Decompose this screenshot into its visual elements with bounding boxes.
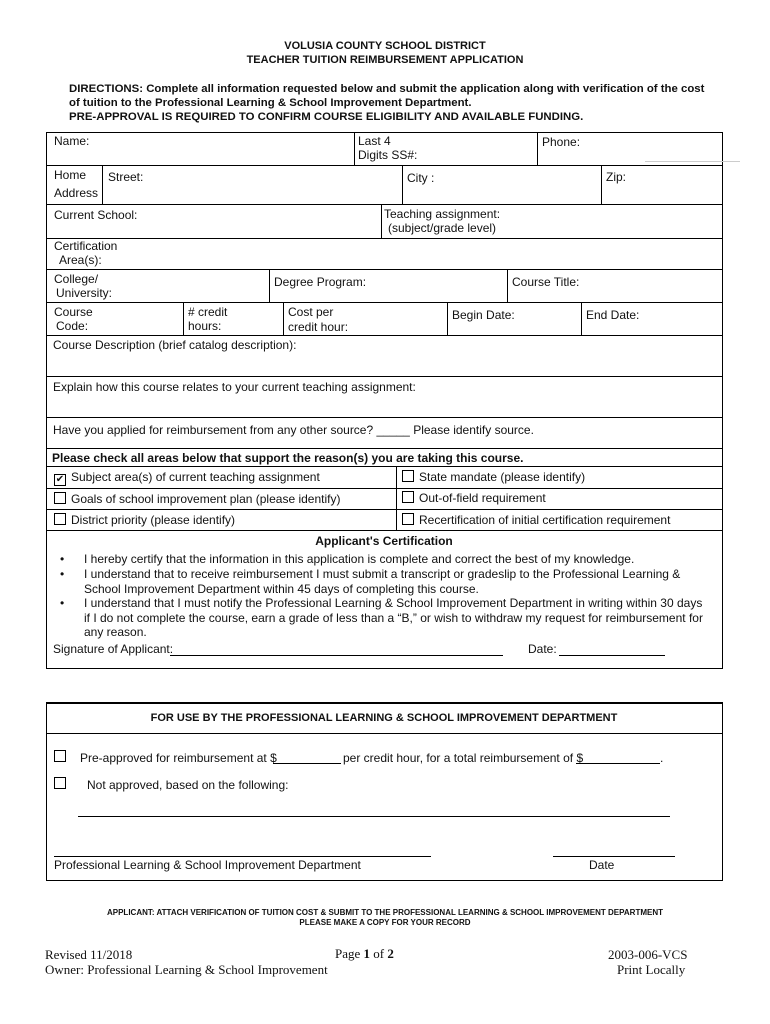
row-divider [46, 376, 722, 377]
col-divider [396, 466, 397, 530]
other-source-label: Have you applied for reimbursement from any other source? _____ Please identify source. [53, 423, 534, 437]
checkbox[interactable] [402, 491, 414, 503]
department-signature-line[interactable] [54, 856, 431, 857]
reason-state-mandate[interactable] [402, 470, 585, 484]
begin-date-label: Begin Date: [452, 308, 515, 322]
row-divider [46, 509, 722, 510]
col-divider [269, 269, 270, 302]
total-line[interactable] [576, 763, 660, 764]
explain-label: Explain how this course relates to your current teaching assignment: [53, 380, 416, 394]
zip-label: Zip: [606, 170, 627, 184]
bullet: • [60, 596, 65, 610]
department-date-label: Date [589, 858, 615, 872]
reason-label: Subject area(s) of current teaching assignment [71, 470, 320, 484]
owner-text: Owner: Professional Learning & School Improvement [45, 962, 328, 977]
col-divider [581, 302, 582, 335]
current-school-label: Current School: [54, 208, 138, 222]
ssn-label-1: Last 4 [358, 134, 391, 148]
ssn-label-2: Digits SS#: [358, 148, 418, 162]
col-divider [102, 165, 103, 204]
checkbox[interactable] [402, 513, 414, 525]
reason-subject-area[interactable] [54, 470, 320, 486]
col-divider [447, 302, 448, 335]
directions-line-1: DIRECTIONS: Complete all information requested below and submit the application along with verification of the cost [69, 83, 705, 95]
directions-line-3: PRE-APPROVAL IS REQUIRED TO CONFIRM COURSE ELIGIBILITY AND AVAILABLE FUNDING. [69, 111, 584, 123]
street-label: Street: [108, 170, 144, 184]
row-divider [46, 302, 722, 303]
row-divider [46, 448, 722, 449]
district-title: VOLUSIA COUNTY SCHOOL DISTRICT [284, 40, 486, 52]
preapproved-row [54, 750, 71, 764]
revised-date: Revised 11/2018 [45, 947, 133, 962]
preapproved-text-c: . [660, 751, 664, 765]
col-divider [183, 302, 184, 335]
checkbox[interactable] [54, 492, 66, 504]
row-divider [46, 417, 722, 418]
col-divider [402, 165, 403, 204]
course-description-label: Course Description (brief catalog description): [53, 338, 297, 352]
rate-line[interactable] [273, 763, 341, 764]
teaching-label-1: Teaching assignment: [384, 207, 501, 221]
directions-line-2: of tuition to the Professional Learning & School Improvement Department. [69, 97, 472, 109]
checkbox[interactable] [54, 750, 66, 762]
col-divider [507, 269, 508, 302]
copy-instructions: PLEASE MAKE A COPY FOR YOUR RECORD [299, 918, 471, 927]
page-number: Page 1 of 2 [335, 946, 394, 961]
city-label: City : [407, 171, 435, 185]
course-code-label-2: Code: [56, 319, 89, 333]
course-title-label: Course Title: [512, 275, 580, 289]
teaching-label-2: (subject/grade level) [388, 221, 497, 235]
end-date-label: End Date: [586, 308, 640, 322]
course-code-label-1: Course [54, 305, 93, 319]
print-locally: Print Locally [617, 962, 686, 977]
certification-title: Applicant's Certification [315, 534, 453, 548]
reason-label: Goals of school improvement plan (please identify) [71, 492, 341, 506]
cost-label-2: credit hour: [288, 320, 349, 334]
home-label-2: Address [54, 186, 99, 200]
signature-label: Signature of Applicant: [53, 642, 174, 656]
credit-hours-label-1: # credit [188, 305, 228, 319]
college-label-1: College/ [54, 272, 99, 286]
checkbox[interactable] [54, 777, 66, 789]
reason-label: District priority (please identify) [71, 513, 236, 527]
reason-out-of-field[interactable] [402, 491, 546, 505]
phone-label: Phone: [542, 135, 581, 149]
row-divider [46, 238, 722, 239]
degree-label: Degree Program: [274, 275, 367, 289]
reason-label: Out-of-field requirement [419, 491, 546, 505]
col-divider [354, 132, 355, 165]
college-label-2: University: [56, 286, 113, 300]
reason-goals[interactable] [54, 492, 340, 506]
bullet: • [60, 552, 65, 566]
row-divider [46, 488, 722, 489]
bullet: • [60, 567, 65, 581]
col-divider [283, 302, 284, 335]
form-number: 2003-006-VCS [608, 947, 688, 962]
certification-label-2: Area(s): [59, 253, 102, 267]
reason-label: Recertification of initial certification requirement [419, 513, 671, 527]
checkbox-checked[interactable]: ✔ [55, 474, 65, 485]
checkbox[interactable] [402, 470, 414, 482]
home-label-1: Home [54, 168, 87, 182]
row-divider [46, 269, 722, 270]
col-divider [537, 132, 538, 165]
decorative-line [645, 161, 740, 162]
reason-district-priority[interactable] [54, 513, 235, 527]
reason-line[interactable] [78, 816, 670, 817]
row-divider [46, 335, 722, 336]
checkbox[interactable] [54, 513, 66, 525]
not-approved-row [54, 777, 71, 791]
office-use-box [46, 703, 723, 881]
office-use-title: FOR USE BY THE PROFESSIONAL LEARNING & SCHOOL IMPROVEMENT DEPARTMENT [150, 712, 618, 724]
certification-statement-1: I hereby certify that the information in this application is complete and correct the best of my knowledge. [84, 552, 635, 566]
certification-statement-3: I understand that I must notify the Professional Learning & School Improvement Department in writing within 30 days if I do not complete the course, earn a grade of less than a “B,” or wish to withdraw my request for reimbursement for any reason. [84, 596, 703, 639]
reasons-header: Please check all areas below that support the reason(s) you are taking this course. [52, 451, 524, 465]
not-approved-text: Not approved, based on the following: [87, 778, 289, 792]
row-divider [46, 204, 722, 205]
form-title: TEACHER TUITION REIMBURSEMENT APPLICATION [246, 54, 524, 66]
date-line[interactable] [559, 655, 665, 656]
cost-label-1: Cost per [288, 305, 334, 319]
reason-label: State mandate (please identify) [419, 470, 586, 484]
col-divider [601, 165, 602, 204]
name-label: Name: [54, 134, 90, 148]
row-divider [46, 466, 722, 467]
certification-statement-2: I understand that to receive reimbursement I must submit a transcript or gradeslip to the Professional Learning & School Improvement Department within 45 days of completing this course. [84, 567, 681, 596]
signature-line[interactable] [170, 655, 503, 656]
department-date-line[interactable] [553, 856, 675, 857]
preapproved-text-a: Pre-approved for reimbursement at $ [80, 751, 277, 765]
date-label: Date: [528, 642, 557, 656]
attach-instructions: APPLICANT: ATTACH VERIFICATION OF TUITION COST & SUBMIT TO THE PROFESSIONAL LEARNING & SCHOOL IMPROVEMENT DEPARTMENT [106, 908, 663, 917]
credit-hours-label-2: hours: [188, 319, 222, 333]
col-divider [381, 204, 382, 238]
department-label: Professional Learning & School Improvement Department [54, 858, 361, 872]
row-divider [46, 165, 722, 166]
row-divider [46, 733, 722, 734]
reason-recertification[interactable] [402, 513, 670, 527]
row-divider [46, 530, 722, 531]
certification-label-1: Certification [54, 239, 118, 253]
preapproved-text-b: per credit hour, for a total reimbursement of $ [343, 751, 584, 765]
